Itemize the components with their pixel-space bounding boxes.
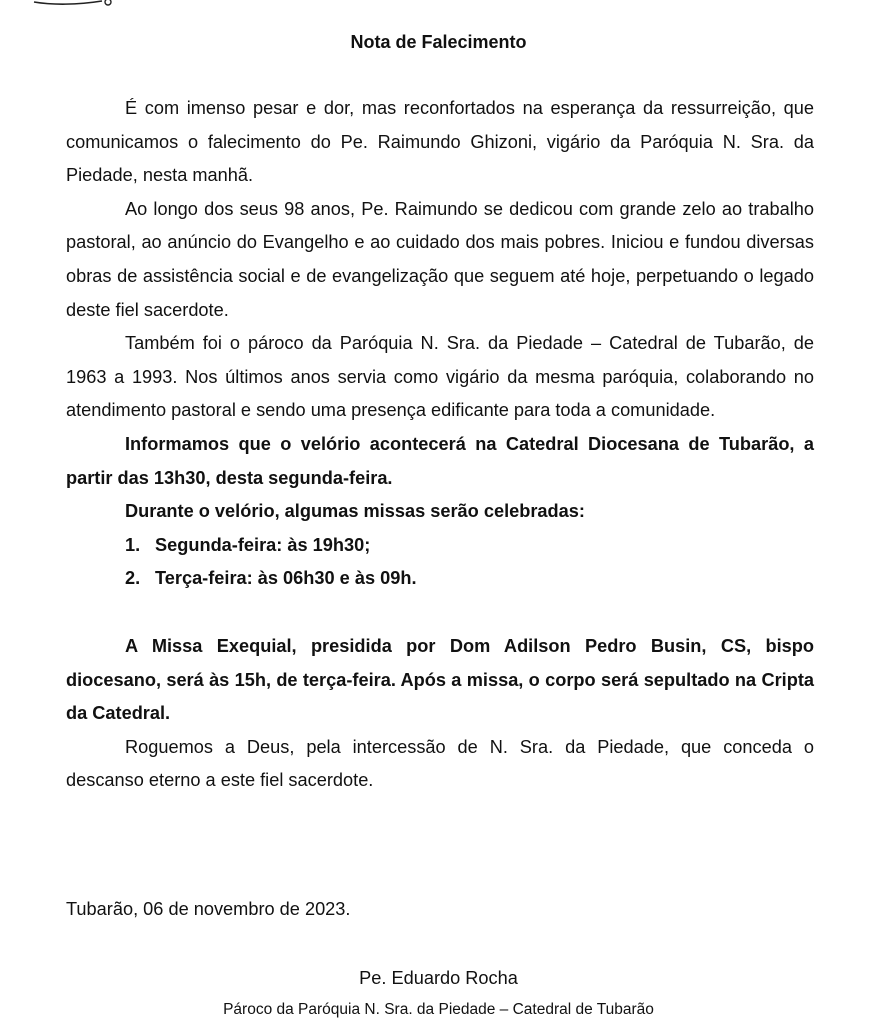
paragraph-life: Ao longo dos seus 98 anos, Pe. Raimundo se dedicou com grande zelo ao trabalho pastoral, ao anúncio do Evangelho e ao cuidado dos mais pobres. Iniciou e fundou diversas obras de assistência social e de evangelização que seguem até hoje, perpetuando o legado deste fiel sacerdote.	[66, 198, 814, 320]
list-item-number: 1.	[125, 534, 141, 555]
signature-flourish-mark	[32, 0, 112, 10]
signer-name: Pe. Eduardo Rocha	[359, 968, 518, 988]
blank-line	[66, 596, 814, 630]
masses-list	[66, 529, 814, 596]
list-item-number: 2.	[125, 568, 141, 589]
paragraph-prayer: Roguemos a Deus, pela intercessão de N. Sra. da Piedade, que conceda o descanso eterno a este fiel sacerdote.	[66, 736, 814, 791]
list-item	[66, 529, 814, 563]
paragraph-wake-notice: Informamos que o velório acontecerá na Catedral Diocesana de Tubarão, a partir das 13h30, desta segunda-feira.	[66, 433, 814, 488]
list-item-text: Segunda-feira: às 19h30;	[155, 534, 371, 555]
paragraph-funeral-mass: A Missa Exequial, presidida por Dom Adilson Pedro Busin, CS, bispo diocesano, será às 15h, de terça-feira. Após a missa, o corpo será sepultado na Cripta da Catedral.	[66, 635, 814, 724]
document-body	[66, 92, 814, 798]
list-item	[66, 562, 814, 596]
list-item-text: Terça-feira: às 06h30 e às 09h.	[155, 568, 417, 589]
paragraph-announcement: É com imenso pesar e dor, mas reconfortados na esperança da ressurreição, que comunicamos o falecimento do Pe. Raimundo Ghizoni, vigário da Paróquia N. Sra. da Piedade, nesta manhã.	[66, 98, 814, 186]
place-and-date: Tubarão, 06 de novembro de 2023.	[66, 899, 351, 919]
signer-role: Pároco da Paróquia N. Sra. da Piedade – Catedral de Tubarão	[223, 1001, 654, 1018]
paragraph-masses-intro: Durante o velório, algumas missas serão celebradas:	[125, 501, 585, 522]
document-title: Nota de Falecimento	[350, 32, 527, 52]
paragraph-parish-history: Também foi o pároco da Paróquia N. Sra. da Piedade – Catedral de Tubarão, de 1963 a 1993. Nos últimos anos servia como vigário da mesma paróquia, colaborando no atendimento pastoral e sendo uma presença edificante para toda a comunidade.	[66, 333, 814, 421]
